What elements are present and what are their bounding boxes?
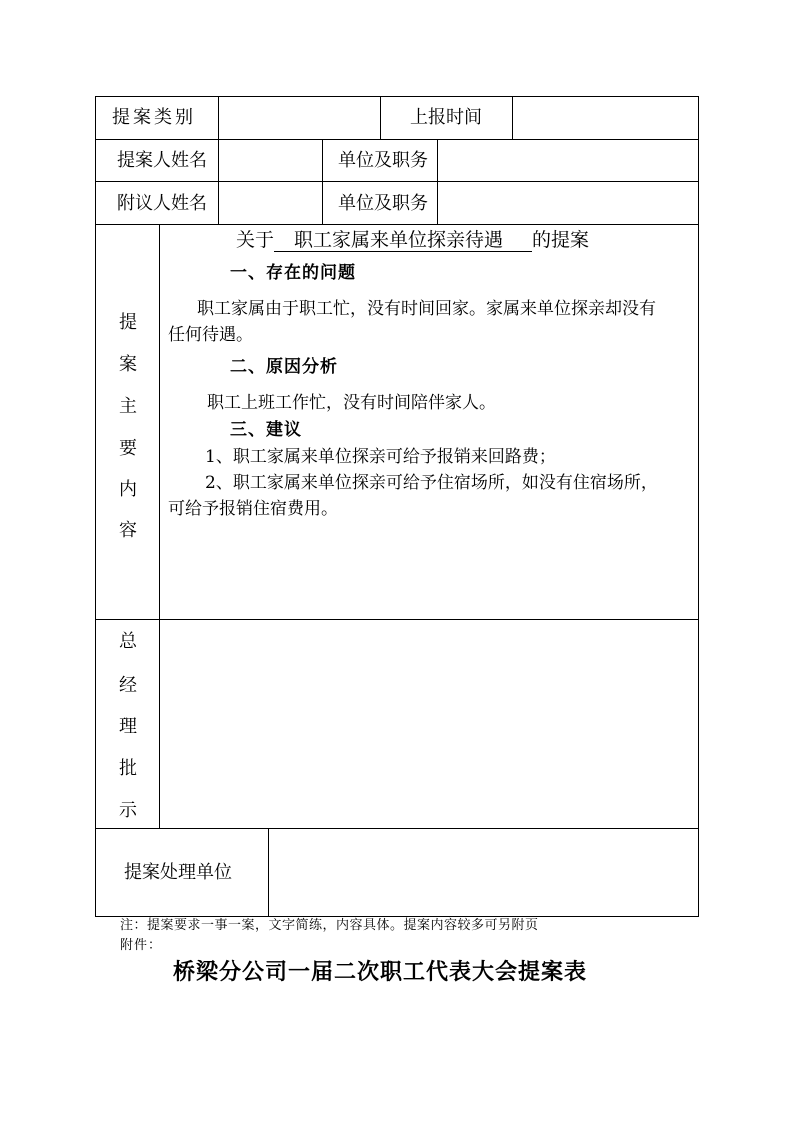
side-char: 主 <box>119 396 137 417</box>
footer-note: 注：提案要求一事一案，文字简练，内容具体。提案内容较多可另附页 <box>120 918 539 933</box>
section-3-item: 2、职工家属来单位探亲可给予住宿场所，如没有住宿场所， <box>205 473 658 493</box>
section-3-item: 1、职工家属来单位探亲可给予报销来回路费； <box>205 447 556 467</box>
side-char: 案 <box>119 354 137 375</box>
section-3-heading: 三、建议 <box>230 420 302 440</box>
unit-position-label: 单位及职务 <box>338 150 428 171</box>
proposer-name-label: 提案人姓名 <box>117 150 207 171</box>
table-line <box>95 139 699 140</box>
section-2-heading: 二、原因分析 <box>230 357 338 377</box>
title-suffix: 的提案 <box>532 229 590 251</box>
table-line <box>512 96 513 140</box>
gm-approval-side-label <box>96 619 160 828</box>
section-1-text-line: 任何待遇。 <box>168 325 253 345</box>
side-char: 容 <box>119 520 137 541</box>
proposal-title <box>236 229 589 252</box>
unit-position-field[interactable] <box>447 150 690 172</box>
side-char: 要 <box>119 438 137 459</box>
title-prefix: 关于 <box>236 229 275 251</box>
title-subject: 职工家属来单位探亲待遇 <box>274 229 532 252</box>
co-signer-name-label: 附议人姓名 <box>117 193 207 214</box>
side-char: 理 <box>119 716 137 737</box>
co-signer-name-field[interactable] <box>228 193 316 215</box>
table-line <box>95 181 699 182</box>
section-2-text-line: 职工上班工作忙，没有时间陪伴家人。 <box>207 393 496 413</box>
report-time-field[interactable] <box>522 107 690 129</box>
side-char: 总 <box>119 631 137 652</box>
report-time-label: 上报时间 <box>410 107 482 128</box>
proposer-name-field[interactable] <box>228 150 316 172</box>
handling-unit-field[interactable] <box>278 862 688 884</box>
table-line <box>95 828 699 829</box>
section-1-text-line: 职工家属由于职工忙，没有时间回家。家属来单位探亲却没有 <box>197 299 656 319</box>
section-1-heading: 一、存在的问题 <box>230 263 356 283</box>
handling-unit-label: 提案处理单位 <box>124 862 232 883</box>
table-line <box>95 96 699 97</box>
category-label: 提案类别 <box>112 107 196 128</box>
table-line <box>218 96 219 225</box>
table-line <box>322 139 323 225</box>
table-line <box>95 224 699 225</box>
table-line <box>380 96 381 140</box>
category-field[interactable] <box>228 107 373 129</box>
table-line <box>437 139 438 225</box>
side-char: 提 <box>119 312 137 333</box>
table-line <box>268 828 269 917</box>
gm-approval-field[interactable] <box>170 630 690 820</box>
side-char: 经 <box>119 675 137 696</box>
section-3-item: 可给予报销住宿费用。 <box>168 499 338 519</box>
footer-attachment: 附件： <box>120 938 163 953</box>
table-line <box>698 96 699 917</box>
unit-position-label: 单位及职务 <box>338 193 428 214</box>
proposal-content-side-label <box>96 224 160 619</box>
document-title: 桥梁分公司一届二次职工代表大会提案表 <box>173 959 588 985</box>
side-char: 示 <box>119 800 137 821</box>
unit-position-field[interactable] <box>447 193 690 215</box>
table-line <box>95 619 699 620</box>
side-char: 批 <box>119 758 137 779</box>
side-char: 内 <box>119 479 137 500</box>
